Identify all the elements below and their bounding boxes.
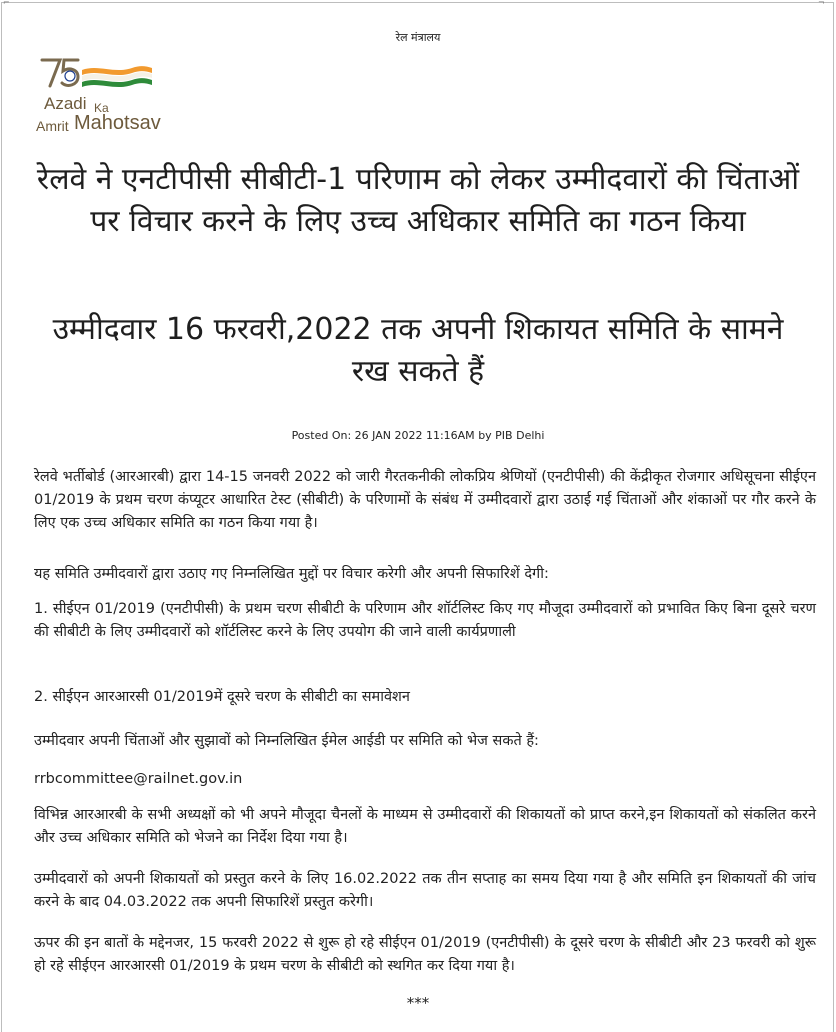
- logo-ka-text: Ka: [94, 101, 109, 115]
- posted-datetime: 26 JAN 2022 11:16AM: [354, 429, 475, 442]
- logo-mahotsav-text: Mahotsav: [74, 112, 161, 134]
- email-address: rrbcommittee@railnet.gov.in: [34, 771, 243, 787]
- paragraph-email-instruction: उम्मीदवार अपनी चिंताओं और सुझावों को निम्नलिखित ईमेल आईडी पर समिति को भेज सकते हैं:: [34, 733, 539, 749]
- paragraph-rrb-chairmen: विभिन्न आरआरबी के सभी अध्यक्षों को भी अपने मौजूदा चैनलों के माध्यम से उम्मीदवारों की शिकायतों को प्राप्त करने,इन शिकायतों को संकलित करने और उच्च अधिकार समिति को भेजने का निर्देश दिया गया है।: [34, 807, 816, 846]
- paragraph-deadline: उम्मीदवारों को अपनी शिकायतों को प्रस्तुत करने के लिए 16.02.2022 तक तीन सप्ताह का समय दिया गया है और समिति इन शिकायतों की जांच करने के बाद 04.03.2022 तक अपनी सिफारिशें प्रस्तुत करेगी।: [34, 871, 816, 910]
- paragraph-intro: रेलवे भर्तीबोर्ड (आरआरबी) द्वारा 14-15 जनवरी 2022 को जारी गैरतकनीकी लोकप्रिय श्रेणियों (एनटीपीसी) की केंद्रीकृत रोजगार अधिसूचना सीईएन 01/2019 के प्रथम चरण कंप्यूटर आधारित टेस्ट (सीबीटी) के परिणामों के संबंध में उम्मीदवारों द्वारा उठाई गई चिंताओं और शंकाओं पर गौर करने के लिए एक उच्च अधिकार समिति का गठन किया गया है।: [34, 469, 816, 531]
- posted-by: by PIB Delhi: [478, 429, 545, 442]
- posted-on-line: [0, 429, 836, 442]
- left-corner-icon: ⌐: [3, 0, 10, 7]
- logo-amrit-text: Amrit: [36, 118, 69, 134]
- press-release-subheadline: उम्मीदवार 16 फरवरी,2022 तक अपनी शिकायत समिति के सामने रख सकते हैं: [52, 312, 784, 389]
- paragraph-committee-scope: यह समिति उम्मीदवारों द्वारा उठाए गए निम्नलिखित मुद्दों पर विचार करेगी और अपनी सिफारिशें देगी:: [34, 566, 549, 582]
- list-item-2: 2. सीईएन आरआरसी 01/2019में दूसरे चरण के सीबीटी का समावेशन: [34, 689, 410, 705]
- ministry-name: रेल मंत्रालय: [395, 31, 441, 44]
- posted-label: Posted On:: [291, 429, 352, 442]
- press-release-headline: रेलवे ने एनटीपीसी सीबीटी-1 परिणाम को लेकर उम्मीदवारों की चिंताओं पर विचार करने के लिए उच्च अधिकार समिति का गठन किया: [36, 162, 800, 239]
- logo-azadi-text: Azadi: [44, 94, 87, 113]
- list-item-1: 1. सीईएन 01/2019 (एनटीपीसी) के प्रथम चरण सीबीटी के परिणाम और शॉर्टलिस्ट किए गए मौजूदा उम्मीदवारों को प्रभावित किए बिना दूसरे चरण की सीबीटी के लिए उम्मीदवारों को शॉर्टलिस्ट करने के लिए उपयोग की जाने वाली कार्यप्रणाली: [34, 601, 816, 640]
- azadi-ka-amrit-mahotsav-logo: [36, 54, 176, 146]
- end-marker: ***: [406, 994, 430, 1012]
- right-corner-icon: ¬: [818, 0, 825, 7]
- paragraph-postponement: ऊपर की इन बातों के मद्देनजर, 15 फरवरी 2022 से शुरू हो रहे सीईएन 01/2019 (एनटीपीसी) के दूसरे चरण के सीबीटी और 23 फरवरी को शुरू हो रहे सीईएन आरआरसी 01/2019 के प्रथम चरण के सीबीटी को स्थगित कर दिया गया है।: [34, 935, 816, 974]
